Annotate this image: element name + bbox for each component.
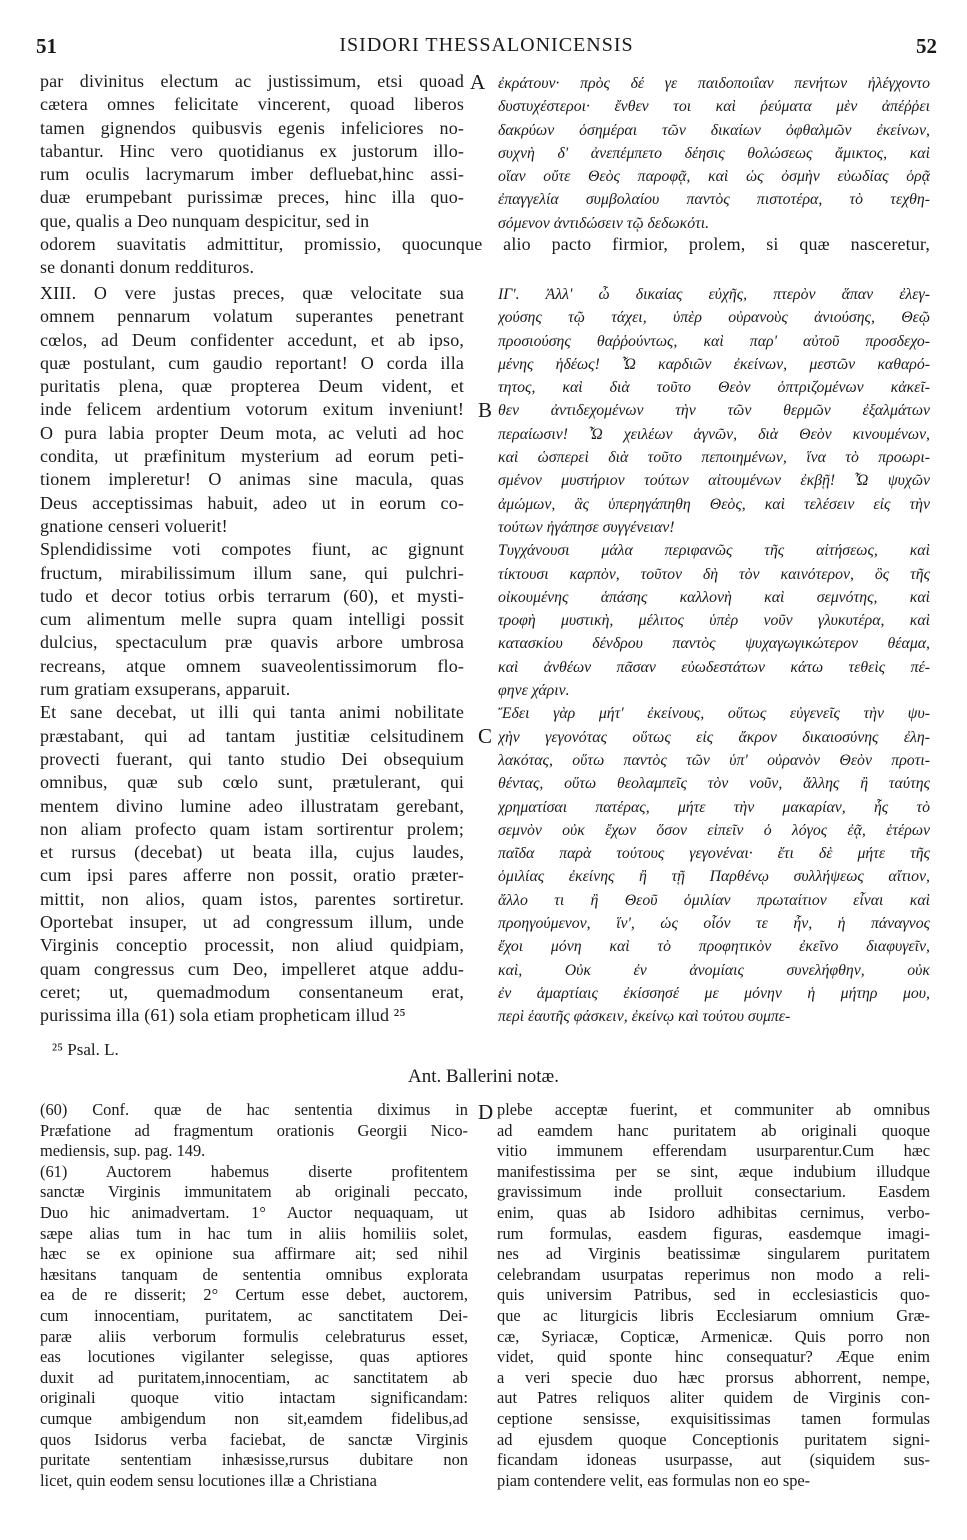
text-line: enim, quas ab Isidoro adhibitas cernimus, verbo- (497, 1202, 930, 1222)
text-line: provecti fuerant, qui tanto studio Dei obsequium (40, 748, 464, 769)
text-line: σόμενον ἀντιδώσειν τῷ δεδωκότι. (498, 214, 710, 232)
text-line: cætera omnes felicitate vincerent, quoad liberos (40, 94, 464, 115)
text-line: tudo et decor totius orbis terrarum (60), et mysti- (40, 585, 464, 606)
text-line: cumque ambigendum non sit,eamdem fidelibus,ad (40, 1408, 468, 1428)
text-line: περὶ ἑαυτῆς φάσκειν, ἐκείνῳ καὶ τούτου συμπε- (498, 1008, 791, 1026)
text-line: προηγούμενον, ἵν', ὡς οἷόν τε ἦν, ἡ πάναγνος (498, 915, 930, 933)
running-header (36, 34, 937, 60)
greek-column-main (498, 283, 930, 1029)
text-line: περαίωσιν! Ὦ χειλέων ἁγνῶν, διὰ Θεὸν κινουμένων, (498, 425, 930, 443)
text-line: vitio immunem efferendam usurparentur.Cum hæc (497, 1141, 930, 1161)
text-line: rum gratiam exsuperans, apparuit. (40, 679, 291, 700)
text-line: Deus acceptissimas habuit, adeo ut in eorum co- (40, 492, 464, 513)
text-line: Oportebat insuper, ut ad congressum illum, unde (40, 912, 464, 933)
text-line: καὶ ἀνθέων πᾶσαν εὐωδεστάτων κάτω τεθεὶς πέ- (498, 658, 930, 676)
notes-column-right (497, 1100, 930, 1491)
text-line: paræ aliis verborum formulis celebraturus esset, (40, 1326, 468, 1346)
text-line: δακρύων ὁσημέραι τῶν δικαίων ὀφθαλμῶν ἐκείνων, (498, 121, 930, 139)
text-line: quos Isidorus verba faciebat, de sanctæ Virginis (40, 1429, 468, 1449)
text-line: piam contendere velit, eas formulas non eo spe- (497, 1470, 811, 1490)
text-line: dulcius, spectaculum præ quavis arbore umbrosa (40, 632, 464, 653)
greek-column-top (498, 72, 930, 235)
latin-column-main (40, 282, 464, 1028)
text-line: tabantur. Hinc vero quotidianus ex justorum illo- (40, 140, 464, 161)
text-line: gravissimum inde prolluit consectarium. Easdem (497, 1182, 930, 1202)
text-line: duxit ad puritatem,innocentiam, ac sanctitatem ab (40, 1367, 468, 1387)
text-line: a veri specie duo hæc prorsus abhorrent, nempe, (497, 1367, 930, 1387)
text-line: Splendidissime voti compotes fiunt, ac gignunt (40, 539, 464, 560)
text-line: τροφὴ μυστικὴ, μέλιτος ὑπὲρ νοῦν γλυκυτέρα, καὶ (498, 612, 930, 630)
text-line: προσιούσης θαῤῥούντως, καὶ παρ' αὐτοῦ προσδεχο- (498, 332, 930, 350)
text-line: καὶ, Οὐκ ἐν ἀνομίαις συνελήφθην, οὐκ (498, 961, 930, 979)
text-line: XIII. O vere justas preces, quæ velocitate sua (40, 283, 464, 303)
text-line: par divinitus electum ac justissimum, etsi quoad (40, 71, 464, 91)
text-line: τητος, καὶ διὰ τοῦτο Θεὸν ὁπτριζομένων κἀκεῖ- (498, 379, 930, 397)
text-line: ad ejusdem quoque Conceptionis puritatem signi- (497, 1429, 930, 1449)
text-line: ἀμώμων, ἃς ὑπερηγάπηθη Θεὸς, καὶ τελέσειν εἰς τὴν (498, 495, 930, 513)
text-line: cum ipsi pares afferre non possit, oratio præter- (40, 865, 464, 886)
text-line: omnem pennarum volatum superantes penetrant (40, 306, 464, 327)
text-line: tamen gignendos quibusvis egenis infeliciores no- (40, 117, 464, 138)
text-line: (60) Conf. quæ de hac sententia diximus in (40, 1100, 468, 1119)
footnote: ²⁵ Psal. L. (52, 1040, 119, 1059)
notes-column-left (40, 1100, 468, 1491)
text-line: δυστυχέστεροι· ἔνθεν τοι καὶ ῥεύματα μὲν ἀπέῤῥει (498, 98, 930, 116)
notes-title: Ant. Ballerini notæ. (408, 1066, 559, 1087)
text-line: que, qualis a Deo nunquam despicitur, sed in (40, 210, 370, 231)
text-line: quam congressus cum Deo, impelleret atque addu- (40, 958, 464, 979)
text-line: ὁμιλίας ἐκείνης ἢ τῇ Παρθένῳ συλλήψεως αἴτιον, (498, 868, 930, 886)
text-line: ἄλλο τι ἢ Θεοῦ ὁμιλίαν πρωταίτιον εἶναι καὶ (498, 891, 930, 909)
text-line: manifestissima per se sint, æque indubium illudque (497, 1161, 930, 1181)
text-line: λακότας, οὕτω παντὸς τῶν ὑπ' οὐρανὸν Θεὸν προτι- (498, 751, 930, 769)
text-line: nes ad Virginis beatissimæ singularem puritatem (497, 1244, 930, 1264)
text-line: inde felicem ardentium votorum exitum inveniunt! (40, 399, 464, 420)
page-number-right: 52 (916, 34, 937, 58)
text-line: rum oculis lacrymarum imber defluebat,hinc assi- (40, 164, 464, 185)
text-line: quis universim Patribus, sed in ecclesiasticis quo- (497, 1285, 930, 1305)
text-line: rum formulas, easdem figuras, easdemque imagi- (497, 1223, 930, 1243)
text-line: aut Patres reliquos aliter quidem de Virginis con- (497, 1388, 930, 1408)
text-line: hæc se ex opinione sua affirmare ait; sed nihil (40, 1244, 468, 1264)
text-line: Τυγχάνουσι μάλα περιφανῶς τῆς αἰτήσεως, καὶ (498, 542, 930, 560)
text-line: σμένον μυστήριον τούτων αἰτουμένων ἐκβῇ! Ὦ ψυχῶν (498, 472, 930, 490)
text-line: cum innocentiam, puritatem, ac sanctitatem Dei- (40, 1305, 468, 1325)
text-line: φηνε χάριν. (498, 682, 570, 700)
full-width-lines (40, 233, 930, 280)
margin-marker-b: B (478, 398, 493, 422)
text-line: ceret; ut, quemadmodum consentaneum erat, (40, 981, 464, 1002)
text-line: τίκτουσι καρπὸν, τοῦτον δὴ τὸν καινότερον, ὃς τῆς (498, 565, 930, 583)
margin-marker-d: D (478, 1100, 494, 1124)
text-line: non aliam profecto quam istam sortirentur prolem; (40, 818, 464, 839)
text-line: παῖδα παρὰ τούτους γεγονέναι· ἔτι δὲ μήτε τῆς (498, 845, 930, 863)
text-line: hæsitans tanquam de sententia omnibus explorata (40, 1264, 468, 1284)
text-line: mentem divino lumine adeo illustratam gerebant, (40, 795, 464, 816)
text-line: cæ, Syriacæ, Copticæ, Armenicæ. Quis porro non (497, 1326, 930, 1346)
text-line: χὴν γεγονότας οὕτως εἰς ἄκρον δικαιοσύνης ἐλη- (498, 728, 930, 746)
text-line: χρηματίσαι πατέρας, μήτε τὴν μακαρίαν, ἧς τὸ (498, 798, 930, 816)
text-line: κατασκίου δένδρου παντὸς ψυχαγωγικώτερον θέαμα, (498, 635, 930, 653)
text-line: eas locutiones vigilanter selegisse, quas aptiores (40, 1347, 468, 1367)
text-line: Virginis conceptio processit, non aliud quidpiam, (40, 935, 464, 956)
latin-column-top (40, 70, 464, 233)
text-line: que ac liturgicis libris Ecclesiarum omnium Græ- (497, 1305, 930, 1325)
text-line: μένης ἡδέως! Ὦ καρδιῶν ἐκείνων, μεστῶν καθαρό- (498, 355, 930, 373)
text-line: condita, ut præfinitum mysterium ad eorum peti- (40, 446, 464, 467)
text-line: ficandam idoneas usurpasse, aut (siquidem sus- (497, 1450, 930, 1470)
text-line: duæ erumpebant purissimæ preces, hinc illa quo- (40, 187, 464, 208)
text-line: fructum, mirabilissimum illum sane, qui pulchri- (40, 562, 464, 583)
text-line: quæ postulant, cum gaudio reportant! O corda illa (40, 352, 464, 373)
text-line: ἐν ἁμαρτίαις ἐκίσσησέ με μόνην ἡ μήτηρ μου, (498, 984, 930, 1002)
text-line: purissima illa (61) sola etiam propheticam illud ²⁵ (40, 1005, 406, 1026)
text-line: οἵαν οὔτε Θεὸς παροφᾷ, καὶ ὡς ὀσμὴν εὐωδίας ὁρᾷ (498, 168, 930, 186)
text-line: O pura labia propter Deum mota, ac veluti ad hoc (40, 422, 464, 443)
text-line: et rursus (decebat) ut beata illa, cujus laudes, (40, 842, 464, 863)
text-line: sanctæ Virginis immunitatem ab originali peccato, (40, 1182, 468, 1202)
text-line: καὶ ὡσπερεὶ διὰ τοῦτο πεποιημένων, ἵνα τὸ προωρι- (498, 449, 930, 467)
text-line: Duo hic animadvertam. 1° Auctor nequaquam, ut (40, 1202, 468, 1222)
text-line: sæpe alias tum in hac tum in aliis homiliis solet, (40, 1223, 468, 1243)
text-line: οἰκουμένης ἁπάσης καλλονὴ καὶ σεμνότης, καὶ (498, 588, 930, 606)
running-title: ISIDORI THESSALONICENSIS (339, 34, 634, 56)
text-line: τούτων ἠγάπησε συγγένειαν! (498, 518, 675, 536)
text-line: se donanti donum reddituros. (40, 257, 255, 278)
text-line: θεν ἀντιδεχομένων τὴν τῶν θερμῶν ἐξαλμάτων (498, 402, 930, 420)
text-line: plebe acceptæ fuerint, et communiter ab omnibus (497, 1100, 930, 1119)
text-line: (61) Auctorem habemus diserte profitentem (40, 1161, 468, 1181)
text-line: licet, quin eodem sensu locutiones illæ a Christiana (40, 1470, 377, 1490)
margin-marker-c: C (478, 724, 493, 748)
margin-marker-a: A (470, 70, 486, 94)
text-line: ἐπαγγελία συμβολαίου παντὸς πιστοτέρα, τὸ τεχθη- (498, 191, 930, 209)
text-line: ἐκράτουν· πρὸς δέ γε παιδοποιΐαν πενήτων ἠλέγχοντο (498, 75, 930, 92)
text-line: ad eamdem hanc puritatem ab originali quoque (497, 1120, 930, 1140)
text-line: ea de re disserit; 2° Certum esse debet, auctorem, (40, 1285, 468, 1305)
text-line: odorem suavitatis admittitur, promissio, quocunque alio pacto firmior, prolem, si quæ nasceretur, (40, 234, 930, 254)
text-line: mittit, non alios, quam istos, parentes sortiretur. (40, 888, 464, 909)
text-line: ΙΓʹ. Ἀλλ' ὦ δικαίας εὐχῆς, πτερὸν ἅπαν ἐλεγ- (498, 286, 930, 303)
text-line: θέντας, οὕτω θεολαμπεῖς τὸν νοῦν, ἄλλης ἢ ταύτης (498, 775, 930, 793)
text-line: Ἔδει γὰρ μήτ' ἐκείνους, οὕτως εὐγενεῖς τὴν ψυ- (498, 705, 930, 723)
text-line: Et sane decebat, ut illi qui tanta animi nobilitate (40, 702, 464, 723)
text-line: gnatione censeri voluerit! (40, 515, 228, 536)
text-line: συχνὴ δ' ἀνεπέμπετο δέησις θολώσεως ἄμικτος, καὶ (498, 144, 930, 162)
text-line: ἔχοι μόνη καὶ τὸ προφητικὸν ἐκεῖνο διαφυγεῖν, (498, 938, 930, 956)
page-number-left: 51 (36, 34, 57, 58)
text-line: χούσης τῷ τάχει, ὑπὲρ οὐρανοὺς ἀνιούσης, Θεῷ (498, 309, 930, 327)
text-line: præstabant, qui ad tantam justitiæ celsitudinem (40, 725, 464, 746)
text-line: σεμνὸν οὐκ ἔχων ὅσον εἰπεῖν ὁ λόγος ἐᾷ, ἑτέρων (498, 821, 930, 839)
text-line: puritatis plena, quæ propterea Deum vident, et (40, 376, 464, 397)
text-line: celebrandam usurpatas reperimus non modo a reli- (497, 1264, 930, 1284)
text-line: tionem impleretur! O animas sine macula, quas (40, 469, 464, 490)
text-line: mediensis, sup. pag. 149. (40, 1141, 206, 1161)
text-line: originali quoque vitio intactam significandam: (40, 1388, 468, 1408)
text-line: omnibus, quæ sub cœlo sunt, prætulerant, qui (40, 772, 464, 793)
text-line: puritate sententiam inhæsisse,rursus dubitare non (40, 1450, 468, 1470)
text-line: Præfatione ad fragmentum orationis Georgii Nico- (40, 1120, 468, 1140)
text-line: recreans, atque omnem suaveolentissimorum flo- (40, 655, 464, 676)
text-line: videt, quid sponte hinc consequatur? Æque enim (497, 1347, 930, 1367)
text-line: cum alimentum melle supra quam intelligi possit (40, 609, 464, 630)
text-line: ceptione sensisse, exquisitissimas tamen formulas (497, 1408, 930, 1428)
text-line: cœlos, ad Deum confidenter accedunt, et ab ipso, (40, 329, 464, 350)
